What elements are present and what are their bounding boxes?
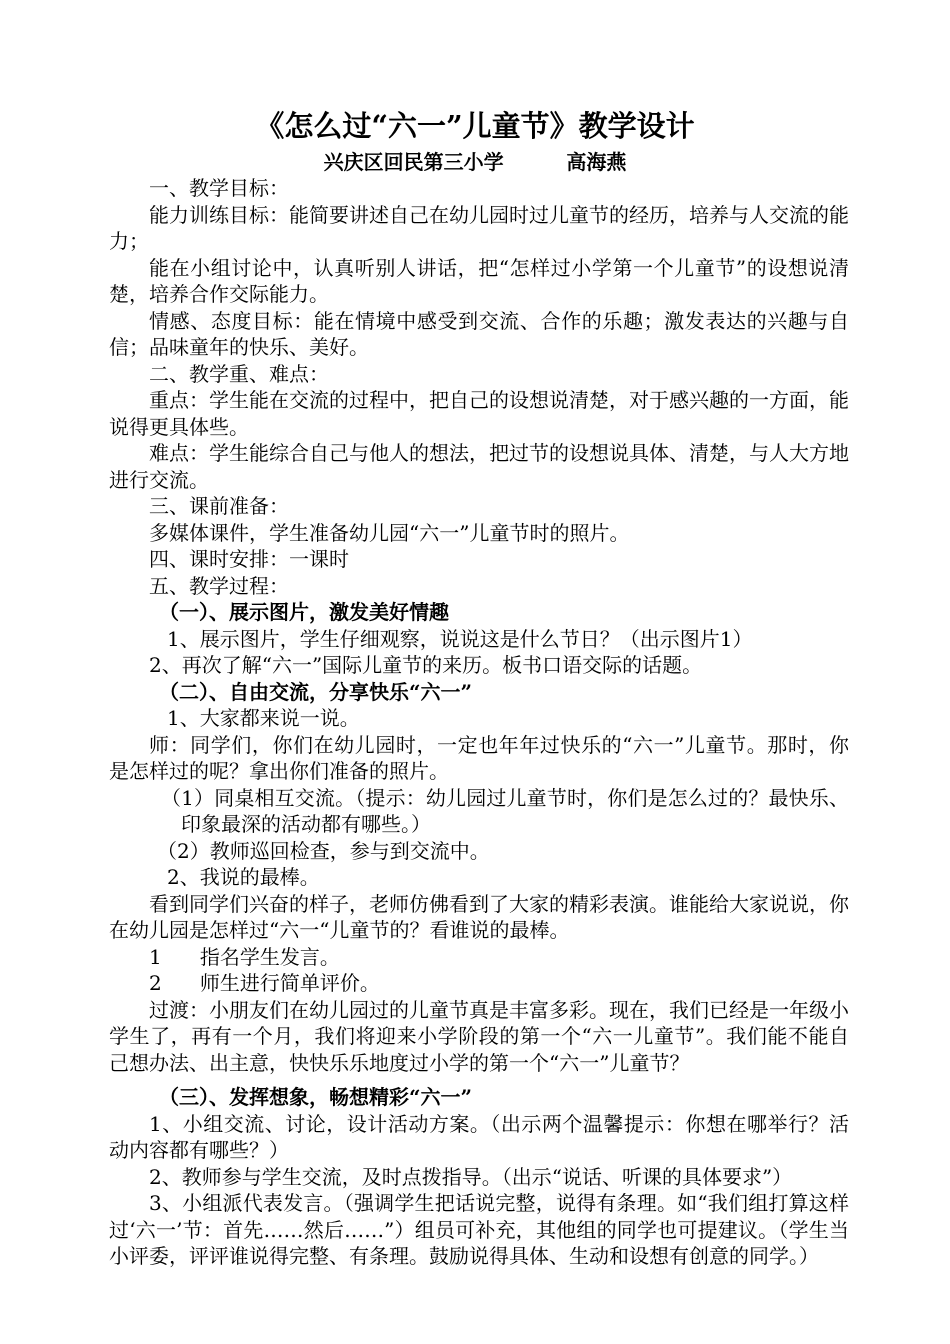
list-item: 2、我说的最棒。 <box>167 865 320 889</box>
paragraph: 能力训练目标：能简要讲述自己在幼儿园时过儿童节的经历，培养与人交流的能力； <box>109 202 849 253</box>
list-item: 1、展示图片，学生仔细观察，说说这是什么节日？（出示图片1） <box>167 626 753 651</box>
document-body <box>109 175 849 1270</box>
list-item: （2）教师巡回检查，参与到交流中。 <box>157 838 490 863</box>
list-item: 2、再次了解“六一”国际儿童节的来历。板书口语交际的话题。 <box>149 653 703 677</box>
paragraph: 情感、态度目标：能在情境中感受到交流、合作的乐趣；激发表达的兴趣与自信；品味童年的快乐、美好。 <box>109 308 849 359</box>
list-item: （1）同桌相互交流。（提示：幼儿园过儿童节时，你们是怎么过的？最快乐、印象最深的活动都有哪些。） <box>161 785 849 836</box>
paragraph: 看到同学们兴奋的样子，老师仿佛看到了大家的精彩表演。谁能给大家说说，你在幼儿园是怎样过“六一“儿童节的？看谁说的最棒。 <box>109 891 849 942</box>
paragraph: 过渡：小朋友们在幼儿园过的儿童节真是丰富多彩。现在，我们已经是一年级小学生了，再有一个月，我们将迎来小学阶段的第一个“六一儿童节”。我们能不能自己想办法、出主意，快快乐乐地度过小学的第一个“六一”儿童节？ <box>109 997 849 1075</box>
list-item: 1 指名学生发言。 <box>149 944 340 969</box>
paragraph: 能在小组讨论中，认真听别人讲话，把“怎样过小学第一个儿童节”的设想说清楚，培养合作交际能力。 <box>109 255 849 306</box>
list-item: 2、教师参与学生交流，及时点拨指导。（出示“说话、听课的具体要求”） <box>149 1164 793 1189</box>
subsection-heading: （二）、自由交流，分享快乐“六一” <box>159 679 473 704</box>
paragraph: 难点：学生能综合自己与他人的想法，把过节的设想说具体、清楚，与人大方地进行交流。 <box>109 441 849 492</box>
section-heading: 四、课时安排：一课时 <box>149 547 349 571</box>
section-heading: 一、教学目标： <box>149 176 289 200</box>
section-heading: 三、课前准备： <box>149 494 289 518</box>
document-title: 《怎么过“六一”儿童节》教学设计 <box>255 109 695 143</box>
list-item: 1、大家都来说一说。 <box>167 706 360 730</box>
subsection-heading: （一）、展示图片，激发美好情趣 <box>159 600 449 624</box>
list-item: 3、小组派代表发言。（强调学生把话说完整，说得有条理。如“我们组打算这样过‘六一’节：首先……然后……”）组员可补充，其他组的同学也可提建议。（学生当小评委，评评谁说得完整、有条理。鼓励说得具体、生动和设想有创意的同学。） <box>109 1191 849 1268</box>
paragraph: 多媒体课件，学生准备幼儿园“六一”儿童节时的照片。 <box>149 520 630 545</box>
list-item: 2 师生进行简单评价。 <box>149 971 380 995</box>
author-line: 兴庆区回民第三小学 高海燕 <box>323 150 627 174</box>
section-heading: 五、教学过程： <box>149 573 289 598</box>
subsection-heading: （三）、发挥想象，畅想精彩“六一” <box>159 1085 473 1109</box>
paragraph: 重点：学生能在交流的过程中，把自己的设想说清楚，对于感兴趣的一方面，能说得更具体些。 <box>109 388 849 439</box>
section-heading: 二、教学重、难点： <box>149 361 329 386</box>
list-item: 1、小组交流、讨论，设计活动方案。（出示两个温馨提示：你想在哪举行？活动内容都有哪些？） <box>109 1111 849 1162</box>
paragraph: 师：同学们，你们在幼儿园时，一定也年年过快乐的“六一”儿童节。那时，你是怎样过的呢？拿出你们准备的照片。 <box>109 732 849 783</box>
